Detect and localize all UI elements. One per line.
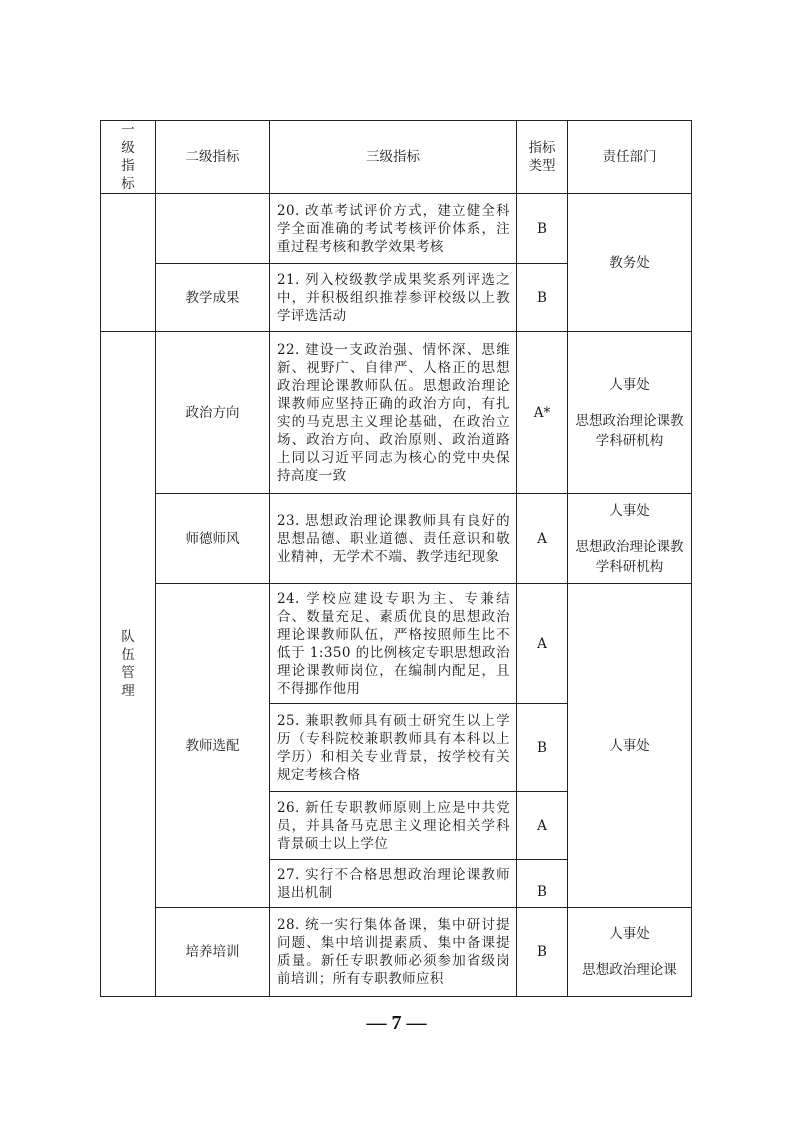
dept-cell: 教务处: [568, 194, 692, 332]
type-cell: B: [517, 264, 568, 332]
level3-item: 20. 改革考试评价方式，建立健全科学全面准确的考试考核评价体系，注重过程考核和教学效果考核: [270, 194, 517, 264]
level3-item: 28. 统一实行集体备课，集中研讨提问题、集中培训提素质、集中备课提质量。新任专职教师必须参加省级岗前培训；所有专职教师应积: [270, 908, 517, 997]
table-row: [101, 332, 692, 494]
dept-cell: [568, 494, 692, 584]
table-row: [101, 494, 692, 584]
table-row: [101, 584, 692, 704]
table-row: [101, 194, 692, 264]
dept-cell: [568, 332, 692, 494]
dept-primary: 人事处: [609, 376, 650, 393]
header-level1: 一级指标: [101, 121, 156, 194]
header-dept: 责任部门: [568, 121, 692, 194]
level1-cell: 队伍管理: [101, 332, 156, 997]
type-cell: B: [517, 704, 568, 792]
header-level3: 三级指标: [270, 121, 517, 194]
level3-item: 25. 兼职教师具有硕士研究生以上学历（专科院校兼职教师具有本科以上学历）和相关专业背景，按学校有关规定考核合格: [270, 704, 517, 792]
type-cell: B: [517, 860, 568, 908]
header-type: 指标类型: [517, 121, 568, 194]
level2-cell: 师德师风: [156, 494, 270, 584]
level2-cell: 培养培训: [156, 908, 270, 997]
type-cell: A: [517, 584, 568, 704]
level2-cell: 教学成果: [156, 264, 270, 332]
dept-cell: [568, 908, 692, 997]
type-cell: B: [517, 194, 568, 264]
dept-cell: 人事处: [568, 584, 692, 908]
type-cell: B: [517, 908, 568, 997]
dept-secondary: 思想政治理论课教学科研机构: [575, 538, 684, 575]
dept-secondary: 思想政治理论课: [582, 962, 677, 978]
level2-cell: 政治方向: [156, 332, 270, 494]
level3-item: 27. 实行不合格思想政治理论课教师退出机制: [270, 860, 517, 908]
indicator-table: [100, 120, 692, 997]
table-header-row: [101, 121, 692, 194]
dept-primary: 人事处: [609, 926, 650, 942]
page-number: — 7 —: [366, 1012, 427, 1034]
header-level2: 二级指标: [156, 121, 270, 194]
level3-item: 26. 新任专职教师原则上应是中共党员，并具备马克思主义理论相关学科背景硕士以上学位: [270, 792, 517, 860]
type-cell: A: [517, 494, 568, 584]
table-row: [101, 908, 692, 997]
dept-secondary: 思想政治理论课教学科研机构: [575, 412, 684, 449]
level3-item: 24. 学校应建设专职为主、专兼结合、数量充足、素质优良的思想政治理论课教师队伍，严格按照师生比不低于 1:350 的比例核定专职思想政治理论课教师岗位，在编制内配足，且不得挪作他用: [270, 584, 517, 704]
type-cell: A: [517, 792, 568, 860]
level1-cell-empty: [101, 194, 156, 332]
type-cell: A*: [517, 332, 568, 494]
level2-cell: 教师选配: [156, 584, 270, 908]
dept-primary: 人事处: [609, 502, 650, 519]
level3-item: 23. 思想政治理论课教师具有良好的思想品德、职业道德、责任意识和敬业精神，无学术不端、教学违纪现象: [270, 494, 517, 584]
level2-cell-empty: [156, 194, 270, 264]
level3-item: 22. 建设一支政治强、情怀深、思维新、视野广、自律严、人格正的思想政治理论课教师队伍。思想政治理论课教师应坚持正确的政治方向，有扎实的马克思主义理论基础，在政治立场、政治方向、政治原则、政治道路上同以习近平同志为核心的党中央保持高度一致: [270, 332, 517, 494]
level3-item: 21. 列入校级教学成果奖系列评选之中，并积极组织推荐参评校级以上教学评选活动: [270, 264, 517, 332]
